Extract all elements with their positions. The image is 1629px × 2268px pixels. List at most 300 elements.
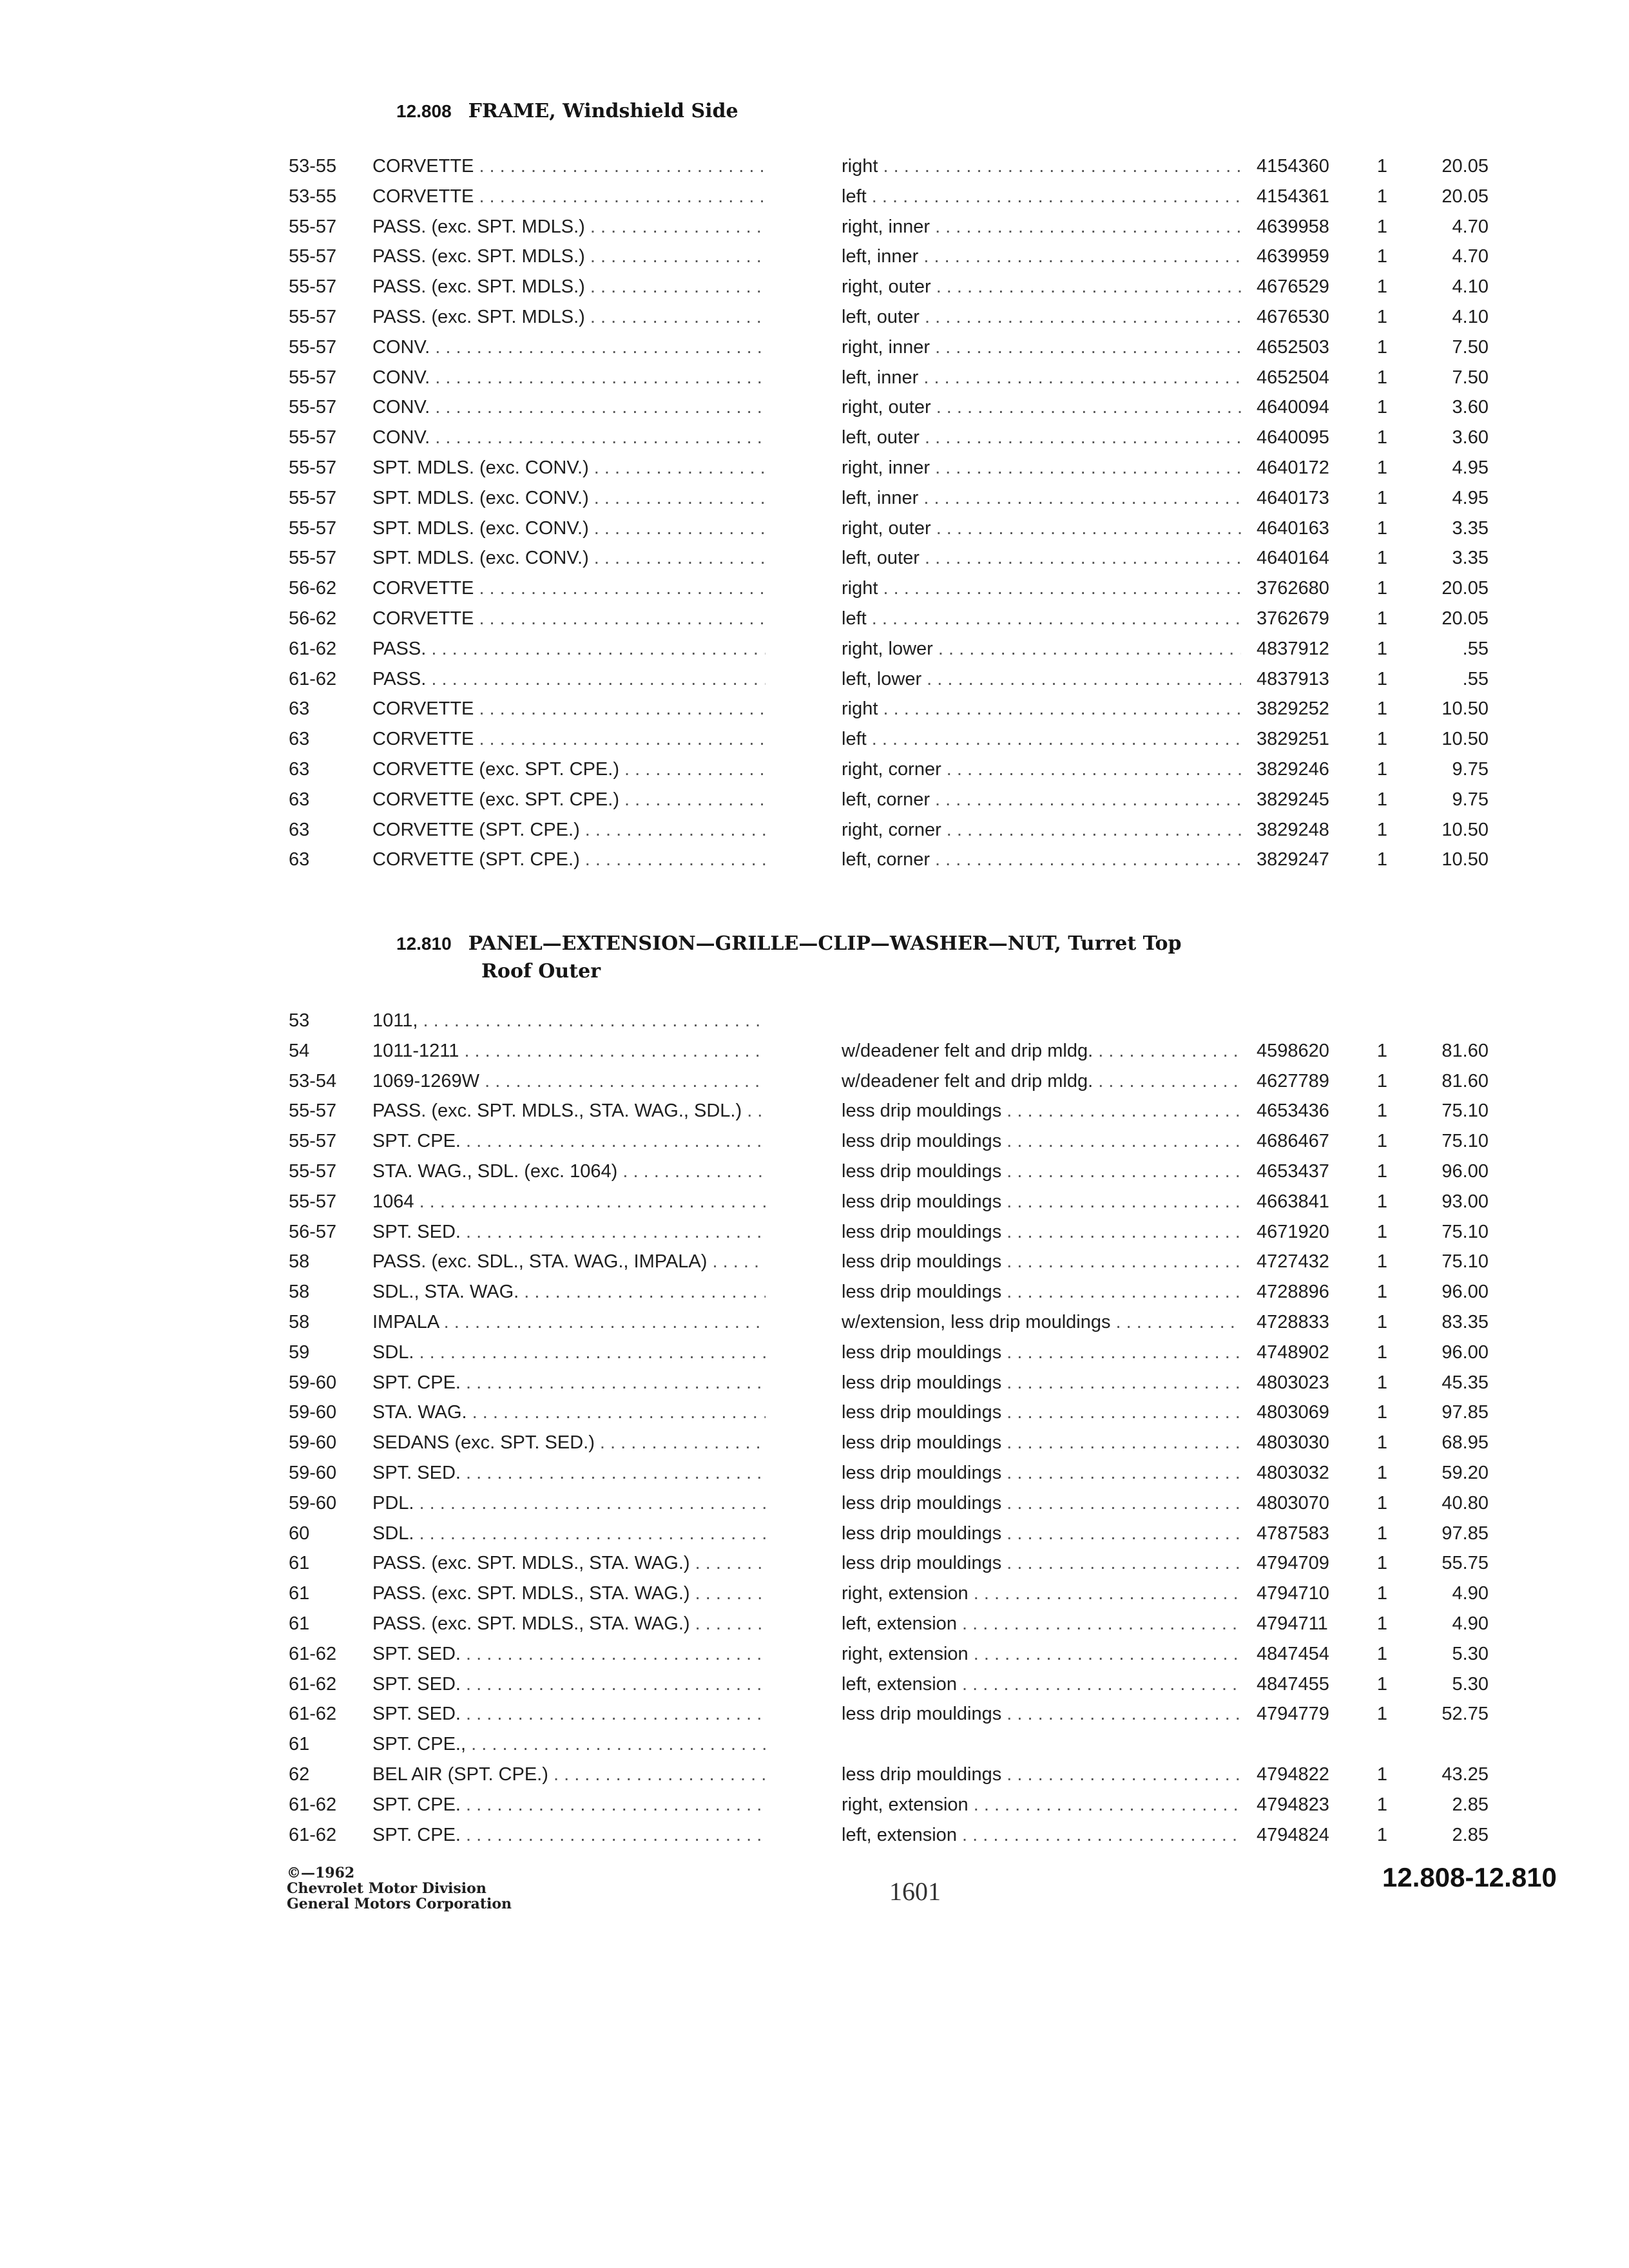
- part-number: 3829248: [1257, 819, 1329, 840]
- part-description: left, inner . . .: [842, 246, 1241, 267]
- model-name: CONV. . . .: [372, 427, 766, 448]
- price: 75.10: [1441, 1100, 1489, 1122]
- part-description: less drip mouldings . . .: [842, 1191, 1241, 1213]
- model-name: SPT. CPE. . . .: [372, 1131, 766, 1152]
- part-number: 4686467: [1257, 1131, 1329, 1152]
- model-year: 55-57: [289, 397, 337, 418]
- quantity: 1: [1376, 306, 1388, 327]
- price: 4.10: [1452, 276, 1489, 298]
- part-description: right, outer . . .: [842, 276, 1241, 298]
- part-number: 3829251: [1257, 729, 1329, 750]
- quantity: 1: [1376, 1523, 1388, 1544]
- part-description: left, outer . . .: [842, 427, 1241, 448]
- section-title: PANEL—EXTENSION—GRILLE—CLIP—WASHER—NUT, Turret Top: [468, 932, 1182, 955]
- model-year: 53: [289, 1010, 310, 1031]
- part-number: 4653437: [1257, 1160, 1329, 1182]
- price: 20.05: [1441, 578, 1489, 599]
- quantity: 1: [1376, 156, 1388, 177]
- part-description: right, inner . . .: [842, 337, 1241, 358]
- section-subtitle: Roof Outer: [481, 960, 601, 983]
- part-number: 4639958: [1257, 216, 1329, 237]
- model-name: PASS. (exc. SPT. MDLS., STA. WAG., SDL.) . . .: [372, 1100, 766, 1122]
- quantity: 1: [1376, 1160, 1388, 1182]
- table-row: [0, 1489, 1629, 1519]
- model-year: 63: [289, 758, 310, 780]
- table-row: [0, 363, 1629, 394]
- part-number: 4847455: [1257, 1673, 1329, 1695]
- model-year: 61: [289, 1553, 310, 1574]
- part-number: 3829245: [1257, 789, 1329, 810]
- part-number: 4652503: [1257, 336, 1329, 358]
- model-year: 55-57: [289, 517, 337, 539]
- price: 43.25: [1441, 1763, 1489, 1785]
- quantity: 1: [1376, 336, 1388, 358]
- table-row: [0, 1097, 1629, 1127]
- page-range: 12.808-12.810: [1382, 1862, 1557, 1892]
- model-name: PASS. (exc. SPT. MDLS., STA. WAG.) . . .: [372, 1583, 766, 1604]
- part-description: left, outer . . .: [842, 548, 1241, 569]
- table-row: [0, 785, 1629, 816]
- part-description: less drip mouldings . . .: [842, 1372, 1241, 1394]
- price: 10.50: [1441, 819, 1489, 840]
- part-description: right, inner . . .: [842, 457, 1241, 479]
- model-name: CORVETTE (exc. SPT. CPE.) . . .: [372, 789, 766, 811]
- price: 3.60: [1452, 427, 1489, 448]
- table-row: [0, 1610, 1629, 1640]
- part-description: less drip mouldings . . .: [842, 1100, 1241, 1122]
- part-number: 4676530: [1257, 306, 1329, 327]
- part-number: 4803070: [1257, 1492, 1329, 1514]
- part-number: 4794711: [1257, 1613, 1328, 1634]
- model-year: 63: [289, 698, 310, 720]
- part-description: less drip mouldings . . .: [842, 1764, 1241, 1785]
- price: 4.95: [1452, 487, 1489, 508]
- table-row: [0, 1398, 1629, 1428]
- quantity: 1: [1376, 1100, 1388, 1122]
- table-row: [0, 1579, 1629, 1610]
- quantity: 1: [1376, 789, 1388, 810]
- model-year: 55-57: [289, 427, 337, 448]
- model-year: 55-57: [289, 487, 337, 508]
- model-name: PASS. (exc. SPT. MDLS., STA. WAG.) . . .: [372, 1613, 766, 1635]
- model-name: SPT. SED. . . .: [372, 1704, 766, 1725]
- model-name: PASS. (exc. SDL., STA. WAG., IMPALA) . . .: [372, 1251, 766, 1273]
- section-12-808-table: [0, 152, 1629, 876]
- part-number: 4639959: [1257, 246, 1329, 267]
- part-number: 4794710: [1257, 1583, 1329, 1604]
- model-year: 63: [289, 819, 310, 840]
- table-row: [0, 845, 1629, 876]
- price: 20.05: [1441, 608, 1489, 629]
- quantity: 1: [1376, 1824, 1388, 1845]
- part-number: 4794779: [1257, 1704, 1329, 1725]
- part-description: less drip mouldings . . .: [842, 1432, 1241, 1454]
- model-name: CORVETTE . . .: [372, 698, 766, 720]
- model-year: 55-57: [289, 1160, 337, 1182]
- section-12-808-header: [396, 100, 738, 122]
- quantity: 1: [1376, 1402, 1388, 1423]
- price: 5.30: [1452, 1643, 1489, 1664]
- table-row: [0, 1549, 1629, 1579]
- model-name: SPT. CPE. . . .: [372, 1794, 766, 1816]
- quantity: 1: [1376, 1040, 1388, 1061]
- quantity: 1: [1376, 638, 1388, 659]
- model-name: PDL. . . .: [372, 1493, 766, 1514]
- part-description: right . . .: [842, 156, 1241, 177]
- quantity: 1: [1376, 1613, 1388, 1634]
- table-row: [0, 544, 1629, 574]
- part-number: 3762680: [1257, 578, 1329, 599]
- model-year: 61: [289, 1583, 310, 1604]
- table-row: [0, 454, 1629, 484]
- quantity: 1: [1376, 1763, 1388, 1785]
- part-description: less drip mouldings . . .: [842, 1402, 1241, 1423]
- table-row: [0, 303, 1629, 333]
- part-number: 4794824: [1257, 1824, 1329, 1845]
- price: 4.70: [1452, 216, 1489, 237]
- quantity: 1: [1376, 698, 1388, 720]
- part-number: 3762679: [1257, 608, 1329, 629]
- model-year: 55-57: [289, 336, 337, 358]
- table-row: [0, 755, 1629, 785]
- quantity: 1: [1376, 608, 1388, 629]
- section-number: 12.810: [396, 934, 452, 954]
- table-row: [0, 182, 1629, 213]
- table-row: [0, 393, 1629, 423]
- model-year: 53-55: [289, 186, 337, 207]
- table-row: [0, 1278, 1629, 1308]
- quantity: 1: [1376, 758, 1388, 780]
- quantity: 1: [1376, 1191, 1388, 1212]
- model-year: 54: [289, 1040, 310, 1061]
- price: 3.60: [1452, 397, 1489, 418]
- model-year: 55-57: [289, 1131, 337, 1152]
- model-year: 56-57: [289, 1221, 337, 1242]
- quantity: 1: [1376, 1583, 1388, 1604]
- section-12-810-header: [396, 932, 1182, 983]
- table-row: [0, 725, 1629, 755]
- model-year: 61-62: [289, 1824, 337, 1845]
- model-year: 55-57: [289, 1100, 337, 1122]
- table-row: [0, 665, 1629, 695]
- model-name: SPT. CPE. . . .: [372, 1825, 766, 1846]
- model-year: 58: [289, 1311, 310, 1332]
- model-year: 63: [289, 789, 310, 810]
- part-number: 4627789: [1257, 1070, 1329, 1091]
- table-row: [0, 1640, 1629, 1670]
- model-year: 61: [289, 1613, 310, 1634]
- price: 4.95: [1452, 457, 1489, 478]
- part-number: 4154361: [1257, 186, 1329, 207]
- part-description: less drip mouldings . . .: [842, 1523, 1241, 1544]
- price: 68.95: [1441, 1432, 1489, 1454]
- model-name: SEDANS (exc. SPT. SED.) . . .: [372, 1432, 766, 1454]
- part-description: left, extension . . .: [842, 1825, 1241, 1846]
- quantity: 1: [1376, 548, 1388, 569]
- model-name: CONV. . . .: [372, 367, 766, 389]
- table-row: [0, 1428, 1629, 1459]
- table-row: [0, 333, 1629, 363]
- model-year: 61-62: [289, 1673, 337, 1695]
- model-year: 56-62: [289, 578, 337, 599]
- quantity: 1: [1376, 1131, 1388, 1152]
- model-year: 55-57: [289, 457, 337, 478]
- model-year: 59-60: [289, 1432, 337, 1454]
- model-year: 60: [289, 1523, 310, 1544]
- price: 4.70: [1452, 246, 1489, 267]
- part-number: 4640163: [1257, 517, 1329, 539]
- price: 45.35: [1441, 1372, 1489, 1393]
- price: 3.35: [1452, 548, 1489, 569]
- part-description: less drip mouldings . . .: [842, 1222, 1241, 1243]
- model-year: 61-62: [289, 1704, 337, 1725]
- quantity: 1: [1376, 1251, 1388, 1273]
- part-description: less drip mouldings . . .: [842, 1282, 1241, 1303]
- part-description: right, outer . . .: [842, 397, 1241, 418]
- part-description: left . . .: [842, 729, 1241, 750]
- quantity: 1: [1376, 457, 1388, 478]
- part-description: right, extension . . .: [842, 1644, 1241, 1665]
- table-row: [0, 816, 1629, 846]
- price: 81.60: [1441, 1040, 1489, 1061]
- price: 10.50: [1441, 698, 1489, 720]
- part-number: 4728833: [1257, 1311, 1329, 1332]
- part-number: 4154360: [1257, 156, 1329, 177]
- section-title: FRAME, Windshield Side: [468, 100, 738, 122]
- model-name: CORVETTE . . .: [372, 186, 766, 207]
- price: 4.10: [1452, 306, 1489, 327]
- price: .55: [1462, 668, 1489, 689]
- price: 2.85: [1452, 1824, 1489, 1845]
- table-row: [0, 1187, 1629, 1218]
- table-row: [0, 1519, 1629, 1550]
- table-row: [0, 1670, 1629, 1700]
- part-number: 4663841: [1257, 1191, 1329, 1212]
- table-row: [0, 1459, 1629, 1489]
- model-name: SPT. SED. . . .: [372, 1463, 766, 1484]
- model-year: 63: [289, 849, 310, 870]
- model-year: 61-62: [289, 1643, 337, 1664]
- quantity: 1: [1376, 397, 1388, 418]
- model-year: 55-57: [289, 216, 337, 237]
- model-name: CORVETTE . . .: [372, 608, 766, 629]
- part-description: left, inner . . .: [842, 488, 1241, 509]
- table-row: [0, 1760, 1629, 1791]
- part-description: w/deadener felt and drip mldg. . . .: [842, 1041, 1241, 1062]
- part-description: w/deadener felt and drip mldg. . . .: [842, 1071, 1241, 1092]
- quantity: 1: [1376, 729, 1388, 750]
- quantity: 1: [1376, 1070, 1388, 1091]
- part-description: left, lower . . .: [842, 669, 1241, 690]
- model-name: SPT. CPE. . . .: [372, 1372, 766, 1394]
- model-name: PASS. (exc. SPT. MDLS.) . . .: [372, 276, 766, 298]
- model-year: 63: [289, 729, 310, 750]
- part-number: 4803069: [1257, 1402, 1329, 1423]
- part-number: 3829247: [1257, 849, 1329, 870]
- model-name: PASS. (exc. SPT. MDLS., STA. WAG.) . . .: [372, 1553, 766, 1574]
- quantity: 1: [1376, 849, 1388, 870]
- model-name: CONV. . . .: [372, 337, 766, 358]
- quantity: 1: [1376, 1492, 1388, 1514]
- table-row: [0, 423, 1629, 454]
- copyright: ©—1962: [287, 1865, 355, 1881]
- part-number: 4676529: [1257, 276, 1329, 298]
- model-year: 59-60: [289, 1492, 337, 1514]
- model-year: 59-60: [289, 1372, 337, 1393]
- model-year: 59-60: [289, 1462, 337, 1483]
- part-description: right, outer . . .: [842, 518, 1241, 539]
- part-number: 4640164: [1257, 548, 1329, 569]
- part-number: 4837913: [1257, 668, 1329, 689]
- model-name: SPT. SED. . . .: [372, 1674, 766, 1695]
- part-number: 4787583: [1257, 1523, 1329, 1544]
- model-year: 61-62: [289, 668, 337, 689]
- model-name: SPT. MDLS. (exc. CONV.) . . .: [372, 457, 766, 479]
- model-year: 53-54: [289, 1070, 337, 1091]
- model-name: CORVETTE . . .: [372, 156, 766, 177]
- price: 96.00: [1441, 1341, 1489, 1363]
- model-name: CORVETTE (exc. SPT. CPE.) . . .: [372, 759, 766, 780]
- section-number: 12.808: [396, 101, 452, 121]
- model-year: 53-55: [289, 156, 337, 177]
- price: 2.85: [1452, 1794, 1489, 1815]
- part-number: 4794822: [1257, 1763, 1329, 1785]
- table-row: [0, 1247, 1629, 1278]
- table-row: [0, 514, 1629, 544]
- part-description: right, lower . . .: [842, 639, 1241, 660]
- quantity: 1: [1376, 1794, 1388, 1815]
- quantity: 1: [1376, 1673, 1388, 1695]
- section-12-810-table: [0, 1006, 1629, 1850]
- part-number: 4640094: [1257, 397, 1329, 418]
- quantity: 1: [1376, 517, 1388, 539]
- model-name: 1069-1269W . . .: [372, 1071, 766, 1092]
- quantity: 1: [1376, 276, 1388, 298]
- price: 75.10: [1441, 1131, 1489, 1152]
- model-year: 61: [289, 1734, 310, 1755]
- model-name: CONV. . . .: [372, 397, 766, 418]
- table-row: [0, 484, 1629, 514]
- part-description: left . . .: [842, 608, 1241, 629]
- model-name: SDL. . . .: [372, 1523, 766, 1544]
- model-name: PASS. (exc. SPT. MDLS.) . . .: [372, 307, 766, 328]
- model-year: 59: [289, 1341, 310, 1363]
- part-number: 4803032: [1257, 1462, 1329, 1483]
- quantity: 1: [1376, 819, 1388, 840]
- part-number: 4837912: [1257, 638, 1329, 659]
- table-row: [0, 1730, 1629, 1760]
- price: 40.80: [1441, 1492, 1489, 1514]
- part-description: right, corner . . .: [842, 759, 1241, 780]
- part-description: less drip mouldings . . .: [842, 1251, 1241, 1273]
- price: 20.05: [1441, 156, 1489, 177]
- part-number: 4671920: [1257, 1221, 1329, 1242]
- price: 5.30: [1452, 1673, 1489, 1695]
- table-row: [0, 1338, 1629, 1369]
- model-year: 55-57: [289, 367, 337, 388]
- quantity: 1: [1376, 186, 1388, 207]
- part-description: right, inner . . .: [842, 216, 1241, 238]
- part-description: less drip mouldings . . .: [842, 1342, 1241, 1363]
- part-description: right, corner . . .: [842, 820, 1241, 841]
- quantity: 1: [1376, 216, 1388, 237]
- part-number: 4640173: [1257, 487, 1329, 508]
- part-description: right . . .: [842, 698, 1241, 720]
- part-description: left, extension . . .: [842, 1613, 1241, 1635]
- price: 10.50: [1441, 729, 1489, 750]
- price: 81.60: [1441, 1070, 1489, 1091]
- quantity: 1: [1376, 1311, 1388, 1332]
- price: 97.85: [1441, 1523, 1489, 1544]
- model-name: 1011, . . .: [372, 1010, 766, 1032]
- model-name: STA. WAG. . . .: [372, 1402, 766, 1423]
- table-row: [0, 1157, 1629, 1187]
- model-name: PASS. (exc. SPT. MDLS.) . . .: [372, 216, 766, 238]
- table-row: [0, 242, 1629, 273]
- price: 20.05: [1441, 186, 1489, 207]
- price: 59.20: [1441, 1462, 1489, 1483]
- price: 10.50: [1441, 849, 1489, 870]
- quantity: 1: [1376, 1553, 1388, 1574]
- part-number: 4653436: [1257, 1100, 1329, 1122]
- quantity: 1: [1376, 1341, 1388, 1363]
- model-name: SPT. SED. . . .: [372, 1222, 766, 1243]
- price: 52.75: [1441, 1704, 1489, 1725]
- table-row: [0, 1218, 1629, 1248]
- quantity: 1: [1376, 1643, 1388, 1664]
- model-year: 55-57: [289, 548, 337, 569]
- model-name: CORVETTE . . .: [372, 729, 766, 750]
- table-row: [0, 1821, 1629, 1851]
- model-year: 55-57: [289, 1191, 337, 1212]
- quantity: 1: [1376, 1221, 1388, 1242]
- model-year: 58: [289, 1251, 310, 1273]
- part-number: 4652504: [1257, 367, 1329, 388]
- table-row: [0, 635, 1629, 665]
- part-description: less drip mouldings . . .: [842, 1704, 1241, 1725]
- part-number: 3829246: [1257, 758, 1329, 780]
- model-name: 1064 . . .: [372, 1191, 766, 1213]
- model-year: 55-57: [289, 246, 337, 267]
- model-name: PASS. . . .: [372, 639, 766, 660]
- model-name: PASS. (exc. SPT. MDLS.) . . .: [372, 246, 766, 267]
- model-name: SPT. MDLS. (exc. CONV.) . . .: [372, 548, 766, 569]
- model-year: 61-62: [289, 1794, 337, 1815]
- model-name: SDL., STA. WAG. . . .: [372, 1282, 766, 1303]
- part-number: 4847454: [1257, 1643, 1329, 1664]
- model-name: SPT. MDLS. (exc. CONV.) . . .: [372, 518, 766, 539]
- part-number: 4794709: [1257, 1553, 1329, 1574]
- division: Chevrolet Motor Division: [287, 1880, 487, 1897]
- model-year: 62: [289, 1763, 310, 1785]
- model-year: 55-57: [289, 276, 337, 298]
- part-description: left, corner . . .: [842, 849, 1241, 870]
- price: .55: [1462, 638, 1489, 659]
- part-number: 4803030: [1257, 1432, 1329, 1454]
- price: 9.75: [1452, 758, 1489, 780]
- quantity: 1: [1376, 1282, 1388, 1303]
- part-description: right, extension . . .: [842, 1583, 1241, 1604]
- model-name: 1011-1211 . . .: [372, 1041, 766, 1062]
- table-row: [0, 1791, 1629, 1821]
- model-name: BEL AIR (SPT. CPE.) . . .: [372, 1764, 766, 1785]
- part-description: left, inner . . .: [842, 367, 1241, 389]
- price: 97.85: [1441, 1402, 1489, 1423]
- part-number: 4727432: [1257, 1251, 1329, 1273]
- price: 4.90: [1452, 1613, 1489, 1634]
- table-row: [0, 1308, 1629, 1338]
- part-number: 4803023: [1257, 1372, 1329, 1393]
